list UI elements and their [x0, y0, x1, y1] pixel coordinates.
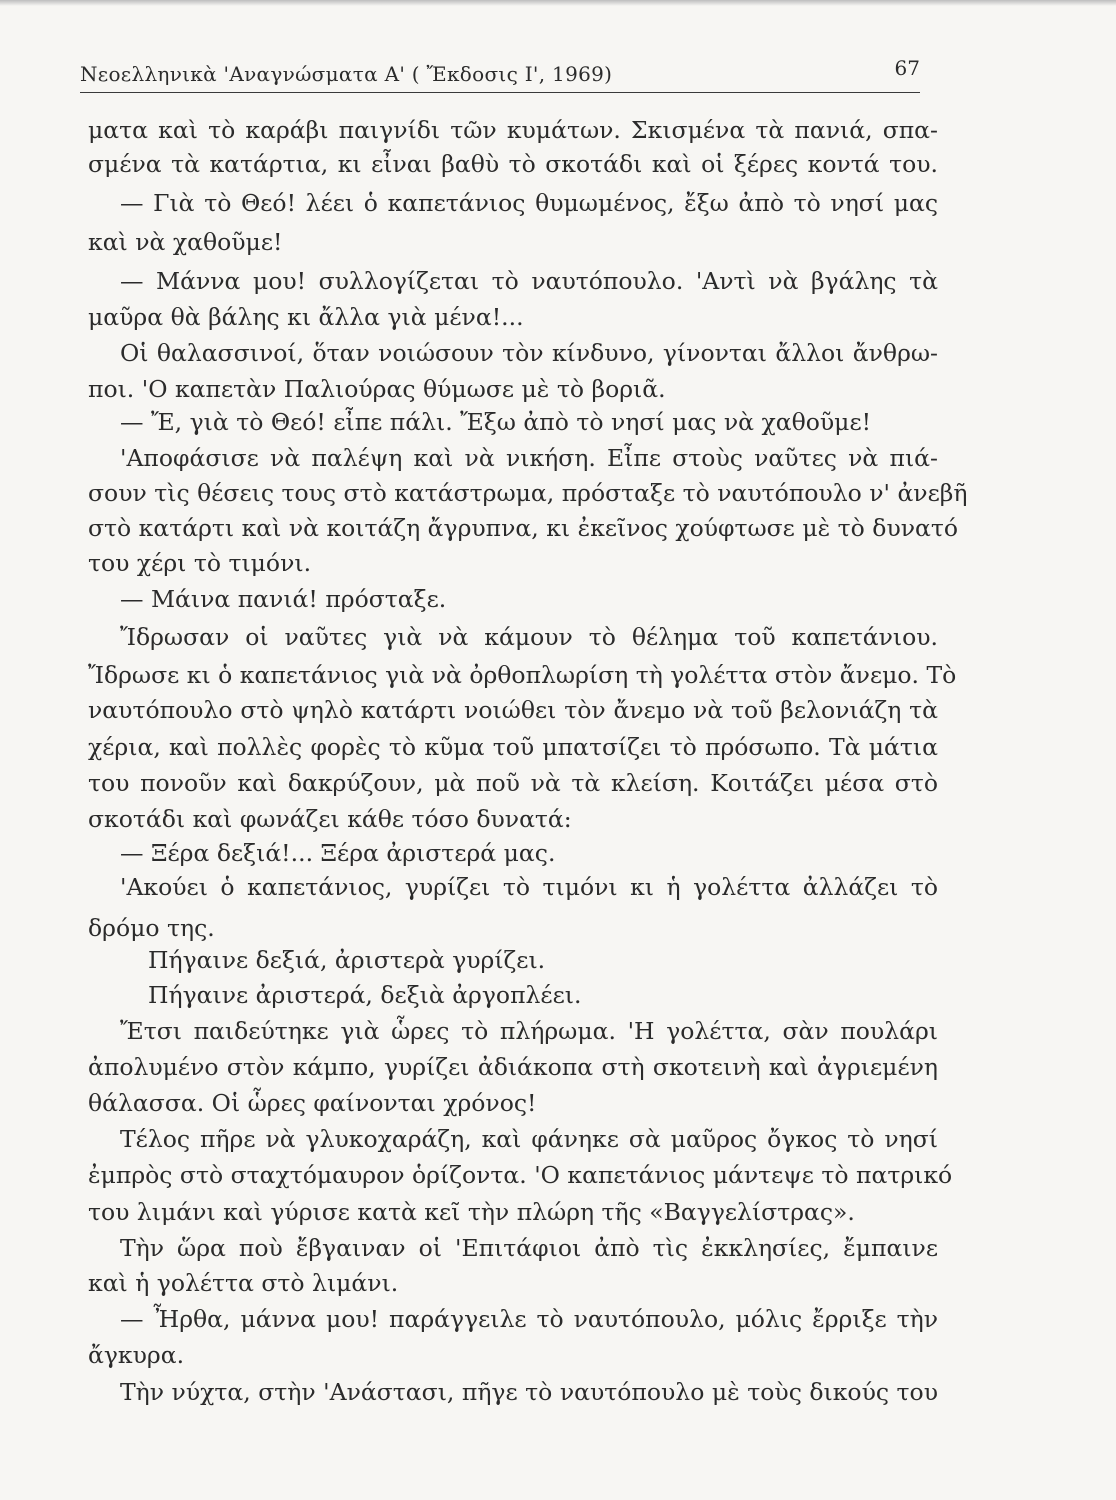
text-line: σουν τὶς θέσεις τους στὸ κατάστρωμα, πρόσταξε τὸ ναυτόπουλο ν' ἀνεβῆ	[88, 479, 968, 507]
text-line: 'Αποφάσισε νὰ παλέψη καὶ νὰ νικήση. Εἶπε στοὺς ναῦτες νὰ πιά-	[120, 444, 938, 472]
running-header	[80, 56, 920, 93]
page-top-edge	[0, 0, 1116, 6]
page-number: 67	[894, 56, 920, 80]
text-line: — Γιὰ τὸ Θεό! λέει ὁ καπετάνιος θυμωμένος, ἔξω ἀπὸ τὸ νησί μας	[120, 189, 938, 217]
text-line: Πήγαινε ἀριστερά, δεξιὰ ἀργοπλέει.	[148, 981, 582, 1009]
text-line: — Ἦρθα, μάννα μου! παράγγειλε τὸ ναυτόπουλο, μόλις ἔρριξε τὴν	[120, 1305, 938, 1333]
text-line: Ἴδρωσε κι ὁ καπετάνιος γιὰ νὰ ὀρθοπλωρίση τὴ γολέττα στὸν ἄνεμο. Τὸ	[88, 661, 957, 689]
text-line: 'Ακούει ὁ καπετάνιος, γυρίζει τὸ τιμόνι κι ἡ γολέττα ἀλλάζει τὸ	[120, 873, 938, 901]
text-line: του χέρι τὸ τιμόνι.	[88, 549, 312, 577]
text-line: σμένα τὰ κατάρτια, κι εἶναι βαθὺ τὸ σκοτάδι καὶ οἱ ξέρες κοντά του.	[88, 150, 938, 178]
text-line: θάλασσα. Οἱ ὧρες φαίνονται χρόνος!	[88, 1089, 537, 1117]
text-line: χέρια, καὶ πολλὲς φορὲς τὸ κῦμα τοῦ μπατσίζει τὸ πρόσωπο. Τὰ μάτια	[88, 733, 938, 761]
text-line: ἀπολυμένο στὸν κάμπο, γυρίζει ἀδιάκοπα στὴ σκοτεινὴ καὶ ἀγριεμένη	[88, 1053, 938, 1081]
text-line: — Μάινα πανιά! πρόσταξε.	[120, 585, 447, 613]
text-line: ἐμπρὸς στὸ σταχτόμαυρον ὁρίζοντα. 'Ο καπετάνιος μάντεψε τὸ πατρικό	[88, 1161, 953, 1189]
running-title: Νεοελληνικὰ 'Αναγνώσματα Α' ( Ἔκδοσις Ι', 1969)	[80, 62, 613, 86]
text-line: του πονοῦν καὶ δακρύζουν, μὰ ποῦ νὰ τὰ κλείση. Κοιτάζει μέσα στὸ	[88, 769, 938, 797]
text-line: Ἴδρωσαν οἱ ναῦτες γιὰ νὰ κάμουν τὸ θέλημα τοῦ καπετάνιου.	[120, 623, 938, 651]
text-line: — Μάννα μου! συλλογίζεται τὸ ναυτόπουλο. 'Αντὶ νὰ βγάλης τὰ	[120, 267, 938, 295]
text-line: Ἔτσι παιδεύτηκε γιὰ ὧρες τὸ πλήρωμα. 'Η γολέττα, σὰν πουλάρι	[120, 1017, 938, 1045]
text-line: Πήγαινε δεξιά, ἀριστερὰ γυρίζει.	[148, 946, 546, 974]
text-line: δρόμο της.	[88, 914, 215, 942]
text-line: ποι. 'Ο καπετὰν Παλιούρας θύμωσε μὲ τὸ βοριᾶ.	[88, 375, 666, 403]
text-line: ναυτόπουλο στὸ ψηλὸ κατάρτι νοιώθει τὸν ἄνεμο νὰ τοῦ βελονιάζη τὰ	[88, 696, 938, 724]
text-line: στὸ κατάρτι καὶ νὰ κοιτάζη ἄγρυπνα, κι ἐκεῖνος χούφτωσε μὲ τὸ δυνατό	[88, 514, 959, 542]
text-line: Τέλος πῆρε νὰ γλυκοχαράζη, καὶ φάνηκε σὰ μαῦρος ὄγκος τὸ νησί	[120, 1125, 938, 1153]
text-line: — Ἔ, γιὰ τὸ Θεό! εἶπε πάλι. Ἔξω ἀπὸ τὸ νησί μας νὰ χαθοῦμε!	[120, 408, 872, 436]
text-line: του λιμάνι καὶ γύρισε κατὰ κεῖ τὴν πλώρη τῆς «Βαγγελίστρας».	[88, 1198, 855, 1226]
text-line: ἄγκυρα.	[88, 1341, 185, 1369]
text-line: — Ξέρα δεξιά!... Ξέρα ἀριστερά μας.	[120, 839, 556, 867]
text-line: μαῦρα θὰ βάλης κι ἄλλα γιὰ μένα!...	[88, 303, 524, 331]
text-line: ματα καὶ τὸ καράβι παιγνίδι τῶν κυμάτων. Σκισμένα τὰ πανιά, σπα-	[88, 116, 938, 144]
text-line: σκοτάδι καὶ φωνάζει κάθε τόσο δυνατά:	[88, 805, 572, 833]
text-line: καὶ ἡ γολέττα στὸ λιμάνι.	[88, 1269, 399, 1297]
text-line: Τὴν ὥρα ποὺ ἔβγαιναν οἱ 'Επιτάφιοι ἀπὸ τὶς ἐκκλησίες, ἔμπαινε	[120, 1234, 938, 1262]
text-line: καὶ νὰ χαθοῦμε!	[88, 228, 283, 256]
text-line: Οἱ θαλασσινοί, ὅταν νοιώσουν τὸν κίνδυνο, γίνονται ἄλλοι ἄνθρω-	[120, 339, 938, 367]
text-line: Τὴν νύχτα, στὴν 'Ανάστασι, πῆγε τὸ ναυτόπουλο μὲ τοὺς δικούς του	[120, 1378, 938, 1406]
